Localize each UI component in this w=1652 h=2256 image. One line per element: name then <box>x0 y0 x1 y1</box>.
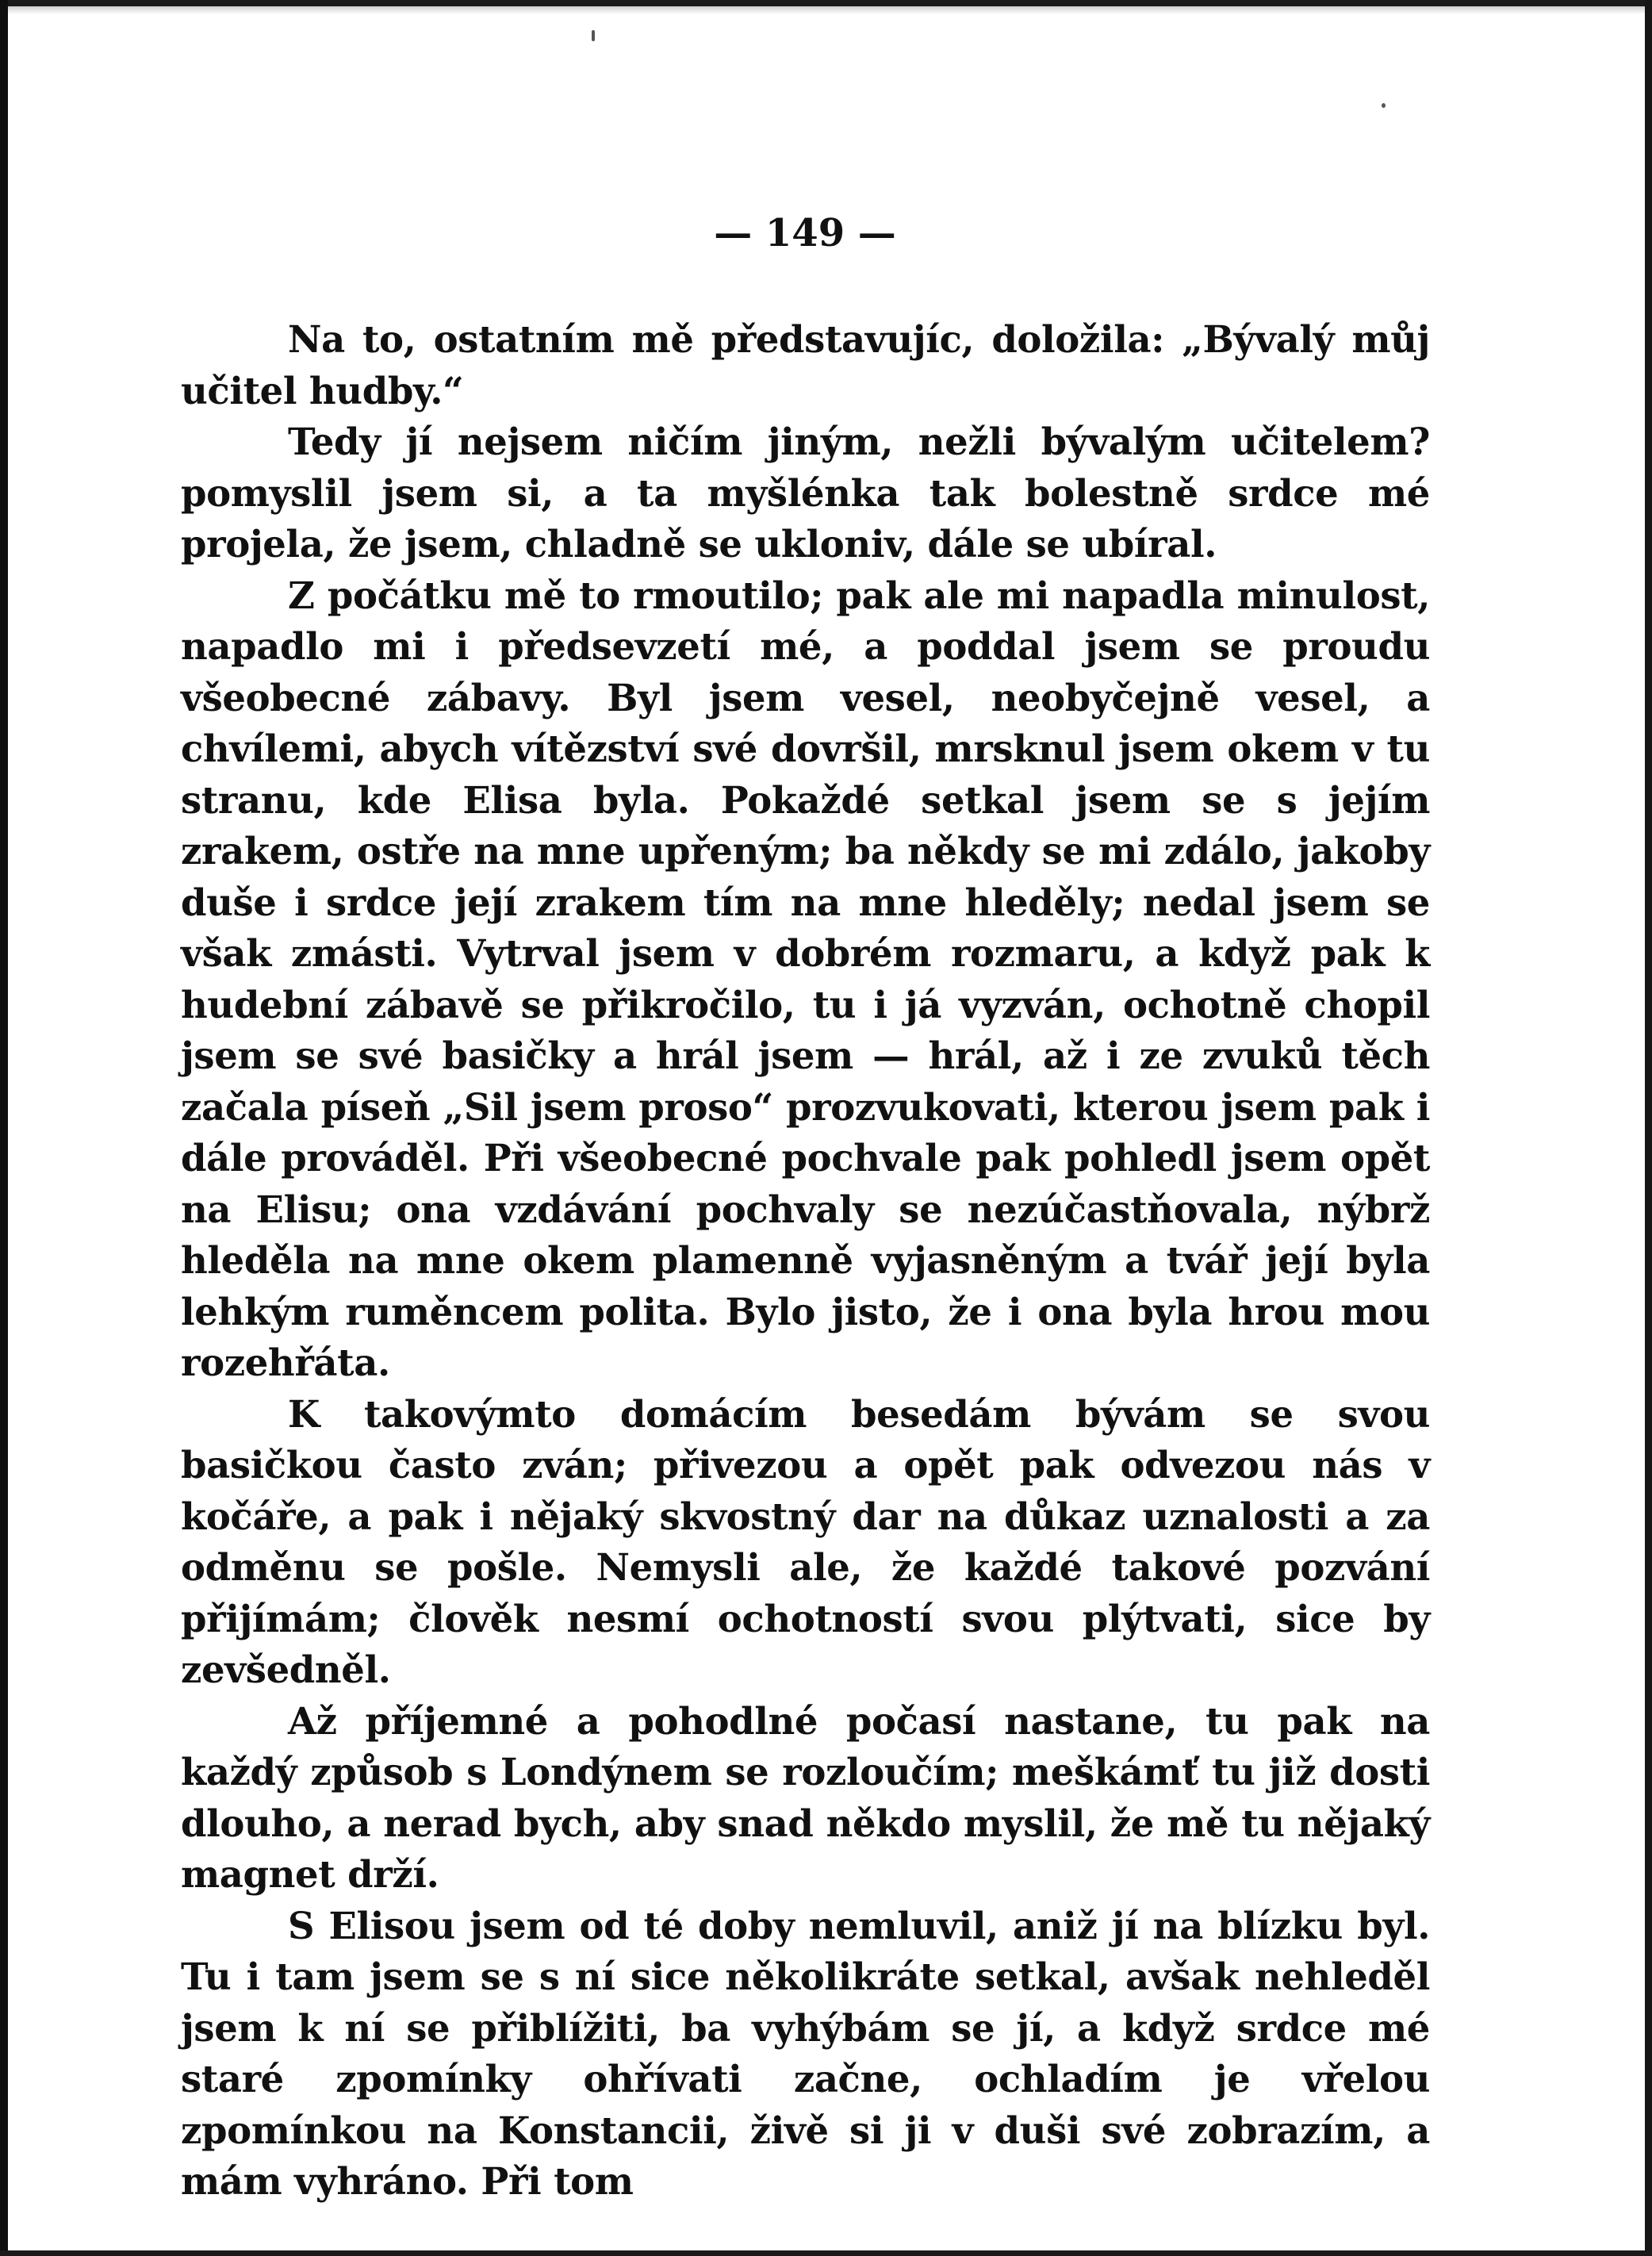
page-body <box>181 314 1430 2208</box>
paragraph: Z počátku mě to rmoutilo; pak ale mi napadla minulost, napadlo mi i předsevzetí mé, a poddal jsem se proudu všeobecné zábavy. Byl jsem vesel, neobyčejně vesel, a chvílemi, abych vítězství své dovršil, mrsknul jsem okem v tu stranu, kde Elisa byla. Pokaždé setkal jsem se s jejím zrakem, ostře na mne upřeným; ba někdy se mi zdálo, jakoby duše i srdce její zrakem tím na mne hleděly; nedal jsem se však zmásti. Vytrval jsem v dobrém rozmaru, a když pak k hudební zábavě se přikročilo, tu i já vyzván, ochotně chopil jsem se své basičky a hrál jsem — hrál, až i ze zvuků těch začala píseň „Sil jsem proso“ prozvukovati, kterou jsem pak i dále prováděl. Při všeobecné pochvale pak pohledl jsem opět na Elisu; ona vzdávání pochvaly se nezúčastňovala, nýbrž hleděla na mne okem plamenně vyjasněným a tvář její byla lehkým ruměncem polita. Bylo jisto, že i ona byla hrou mou rozehřáta. <box>181 573 1430 1384</box>
scan-border-left <box>0 0 8 2256</box>
paragraph: Tedy jí nejsem ničím jiným, nežli bývalým učitelem? pomyslil jsem si, a ta myšlénka tak bolestně srdce mé projela, že jsem, chladně se ukloniv, dále se ubíral. <box>181 420 1430 566</box>
scan-border-right <box>1645 0 1652 2256</box>
scan-border-top <box>0 0 1652 14</box>
paragraph: Na to, ostatním mě představujíc, doložila: „Bývalý můj učitel hudby.“ <box>181 317 1430 412</box>
page-number: — 149 — <box>714 211 896 255</box>
scan-speck <box>592 30 595 41</box>
scan-border-bottom <box>0 2250 1652 2256</box>
paragraph: K takovýmto domácím besedám bývám se svou basičkou často zván; přivezou a opět pak odvezou nás v kočáře, a pak i nějaký skvostný dar na důkaz uznalosti a za odměnu se pošle. Nemysli ale, že každé takové pozvání přijímám; člověk nesmí ochotností svou plýtvati, sice by zevšedněl. <box>181 1391 1430 1691</box>
scan-speck <box>1382 103 1386 108</box>
paragraph: S Elisou jsem od té doby nemluvil, aniž jí na blízku byl. Tu i tam jsem se s ní sice několikráte setkal, avšak nehleděl jsem k ní se přiblížiti, ba vyhýbám se jí, a když srdce mé staré zpomínky ohřívati začne, ochladím je vřelou zpomínkou na Konstancii, živě si ji v duši své zobrazím, a mám vyhráno. Při tom <box>181 1903 1430 2203</box>
paragraph: Až příjemné a pohodlné počasí nastane, tu pak na každý způsob s Londýnem se rozloučím; meškámť tu již dosti dlouho, a nerad bych, aby snad někdo myslil, že mě tu nějaký magnet drží. <box>181 1698 1430 1896</box>
